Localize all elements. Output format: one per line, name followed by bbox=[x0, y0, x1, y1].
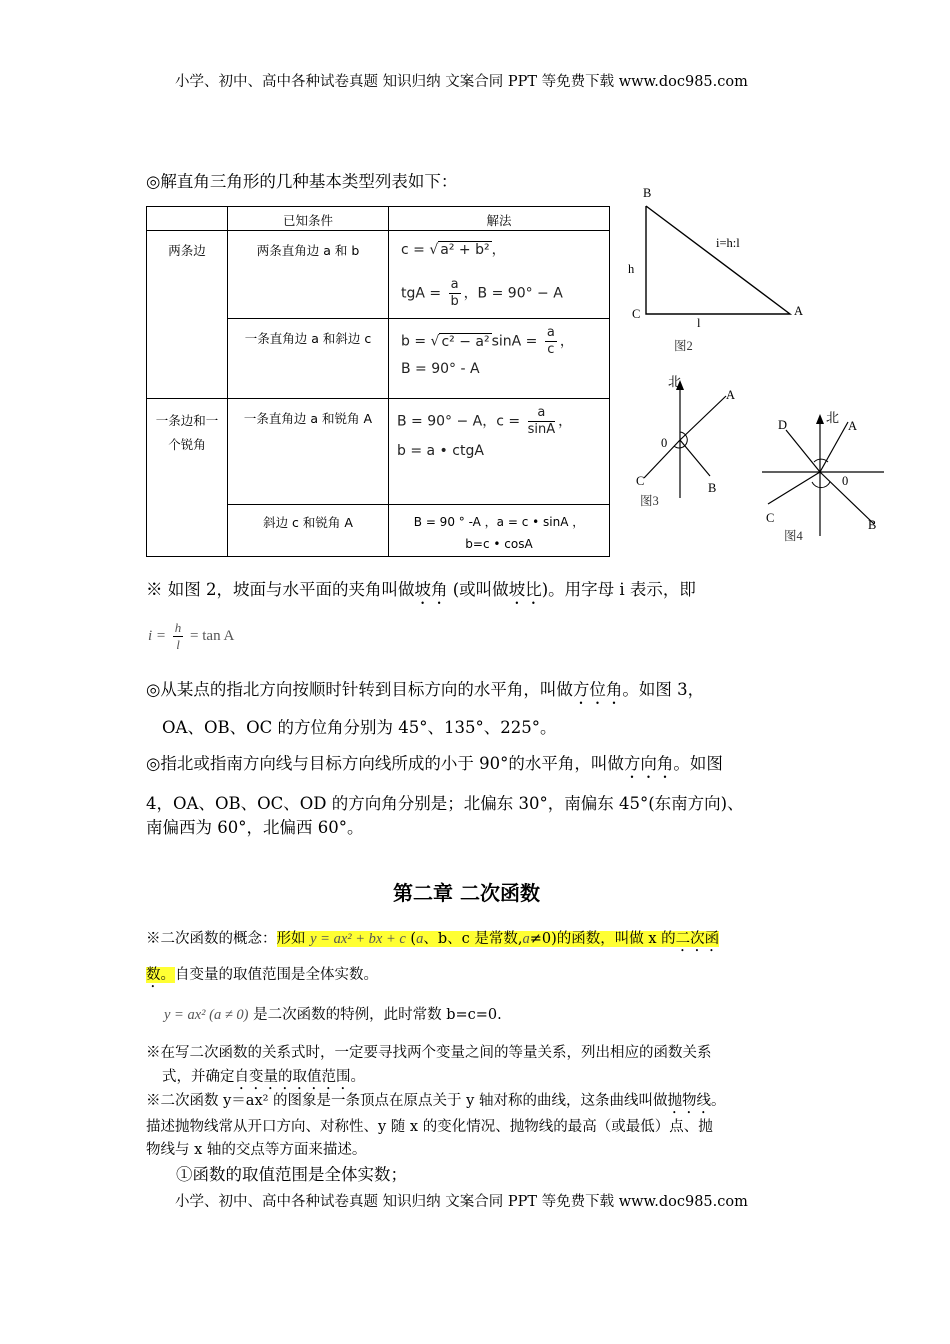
fig2-slope-ratio: i=h:l bbox=[716, 236, 740, 250]
fig3-label-C: C bbox=[636, 474, 645, 488]
page-footer: 小学、初中、高中各种试卷真题 知识归纳 文案合同 PPT 等免费下载 www.doc985.com bbox=[175, 1194, 748, 1210]
list-item-1: ①函数的取值范围是全体实数； bbox=[176, 1165, 407, 1184]
fig4-north-arrow bbox=[816, 414, 824, 424]
row1-condition-text: 两条直角边 a 和 b bbox=[256, 243, 360, 258]
fig3-label-O: 0 bbox=[661, 436, 668, 450]
row3-condition-text: 一条直角边 a 和锐角 A bbox=[243, 411, 373, 426]
fig2-label-B: B bbox=[643, 186, 652, 200]
solution-table bbox=[146, 206, 610, 557]
concept-line2: 数。自变量的取值范围是全体实数。 bbox=[146, 967, 378, 983]
row2-condition-text: 一条直角边 a 和斜边 c bbox=[244, 331, 372, 346]
row2-condition bbox=[228, 319, 389, 399]
describe-line2: 物线与 x 轴的交点等方面来描述。 bbox=[146, 1142, 367, 1158]
term-quadratic-2: 数 bbox=[146, 967, 161, 983]
fig4-ray-D bbox=[786, 430, 820, 472]
direction-paragraph-line3: 南偏西为 60°，北偏西 60°。 bbox=[146, 818, 364, 837]
fig4-label-C: C bbox=[766, 511, 775, 525]
group-side-angle bbox=[147, 399, 228, 557]
row1-method bbox=[389, 231, 610, 319]
row3-method bbox=[389, 399, 610, 505]
term-parabola: 抛物线 bbox=[667, 1093, 711, 1109]
row4-method bbox=[389, 505, 610, 557]
row3-formula-2: b = a • ctgA bbox=[397, 443, 484, 459]
bearing-paragraph-line1: ◎从某点的指北方向按顺时针转到目标方向的水平角，叫做方位角。如图 3， bbox=[146, 680, 705, 699]
chapter-title: 第二章 二次函数 bbox=[393, 881, 540, 905]
term-bearing: 方位角 bbox=[572, 680, 623, 699]
term-quadratic-1: 二次函 bbox=[675, 931, 720, 947]
row2-formula-2: B = 90° - A bbox=[401, 361, 480, 377]
row3-formula-1: B = 90° − A，c = $\frac{a}{\sin A}$ ， bbox=[397, 405, 573, 437]
fig3-ray-A bbox=[680, 396, 726, 440]
table-head-condition: 已知条件 bbox=[228, 207, 389, 231]
fig3-label-A: A bbox=[726, 388, 736, 402]
row3-condition bbox=[228, 399, 389, 505]
term-domain: 自变量的取值范围 bbox=[234, 1069, 351, 1085]
row1-formula-2: tgA = $\frac{a}{b}$ ，B = 90° − A bbox=[401, 277, 563, 309]
fig4-north-label: 北 bbox=[826, 411, 840, 426]
term-slope-ratio: 坡比 bbox=[508, 580, 542, 599]
direction-paragraph-line2: 4，OA、OB、OC、OD 的方向角分别是；北偏东 30°，南偏东 45°(东南方向)、 bbox=[146, 794, 744, 813]
slope-formula: i = $\frac{h}{l}$ = tan A bbox=[148, 620, 235, 652]
bearing-paragraph-line2: OA、OB、OC 的方位角分别为 45°、135°、225°。 bbox=[162, 718, 557, 737]
page-header: 小学、初中、高中各种试卷真题 知识归纳 文案合同 PPT 等免费下载 www.doc985.com bbox=[175, 74, 748, 90]
special-case: y = ax² (a ≠ 0) 是二次函数的特例，此时常数 b=c=0. bbox=[164, 1007, 502, 1023]
row4-formula-2: b=c • cosA bbox=[465, 537, 533, 551]
row2-formula-1: b = √ c² − a² sinA = $\frac{a}{c}$ ， bbox=[401, 325, 574, 357]
fig4-ray-A bbox=[820, 422, 848, 472]
term-slope-angle: 坡角 bbox=[414, 580, 448, 599]
row2-method bbox=[389, 319, 610, 399]
describe-line1: 描述抛物线常从开口方向、对称性、y 随 x 的变化情况、抛物线的最高（或最低）点、抛 bbox=[146, 1119, 713, 1135]
row4-condition bbox=[228, 505, 389, 557]
fig4-label-D: D bbox=[778, 418, 788, 432]
table-intro: ◎解直角三角形的几种基本类型列表如下： bbox=[146, 172, 458, 191]
row1-condition bbox=[228, 231, 389, 319]
group-two-sides-label: 两条边 bbox=[168, 243, 206, 258]
fig2-label-A: A bbox=[794, 304, 804, 318]
term-direction-angle: 方向角 bbox=[623, 754, 674, 773]
special-formula: y = ax² (a ≠ 0) bbox=[164, 1007, 249, 1023]
fig4-label-A: A bbox=[848, 419, 858, 433]
fig3-north-label: 北 bbox=[668, 375, 682, 390]
relation-line2: 式，并确定自变量的取值范围。 bbox=[162, 1069, 365, 1085]
slope-triangle bbox=[646, 206, 790, 314]
fig2-label-h: h bbox=[628, 262, 635, 276]
row4-condition-text: 斜边 c 和锐角 A bbox=[263, 515, 353, 530]
fig4-caption: 图4 bbox=[784, 529, 803, 543]
graph-line: ※二次函数 y＝ax² 的图象是一条顶点在原点关于 y 轴对称的曲线，这条曲线叫做抛物线。 bbox=[146, 1093, 726, 1109]
row4-formula-1: B = 90 ° -A ，a = c • sinA ， bbox=[413, 515, 585, 529]
direction-paragraph-line1: ◎指北或指南方向线与目标方向线所成的小于 90°的水平角，叫做方向角。如图 bbox=[146, 754, 723, 773]
fig3-caption: 图3 bbox=[640, 494, 659, 508]
fig3-label-B: B bbox=[708, 481, 717, 495]
table-head-empty bbox=[147, 207, 228, 231]
fig2-label-C: C bbox=[632, 307, 641, 321]
fig4-arc-bottom bbox=[812, 482, 830, 488]
fig4-label-B: B bbox=[868, 518, 877, 532]
group-side-angle-label: 一条边和一个锐角 bbox=[155, 413, 219, 452]
table-head-method: 解法 bbox=[389, 207, 610, 231]
fig2-caption: 图2 bbox=[674, 339, 693, 353]
figure-2-slope-triangle bbox=[620, 180, 820, 360]
row1-formula-1: c = √ a² + b² ， bbox=[401, 242, 506, 258]
concept-formula: y = ax² + bx + c bbox=[310, 931, 406, 947]
concept-line1: ※二次函数的概念：形如 y = ax² + bx + c (a、b、c 是常数,a≠0)的函数，叫做 x 的二次函 bbox=[146, 931, 720, 947]
relation-line1: ※在写二次函数的关系式时，一定要寻找两个变量之间的等量关系，列出相应的函数关系 bbox=[146, 1045, 712, 1061]
slope-paragraph: ※ 如图 2，坡面与水平面的夹角叫做坡角 (或叫做坡比)。用字母 i 表示，即 bbox=[146, 580, 696, 599]
fig2-label-l: l bbox=[697, 316, 701, 330]
fig4-ray-C bbox=[768, 472, 820, 504]
group-two-sides bbox=[147, 231, 228, 399]
fig4-label-O: 0 bbox=[842, 474, 849, 488]
